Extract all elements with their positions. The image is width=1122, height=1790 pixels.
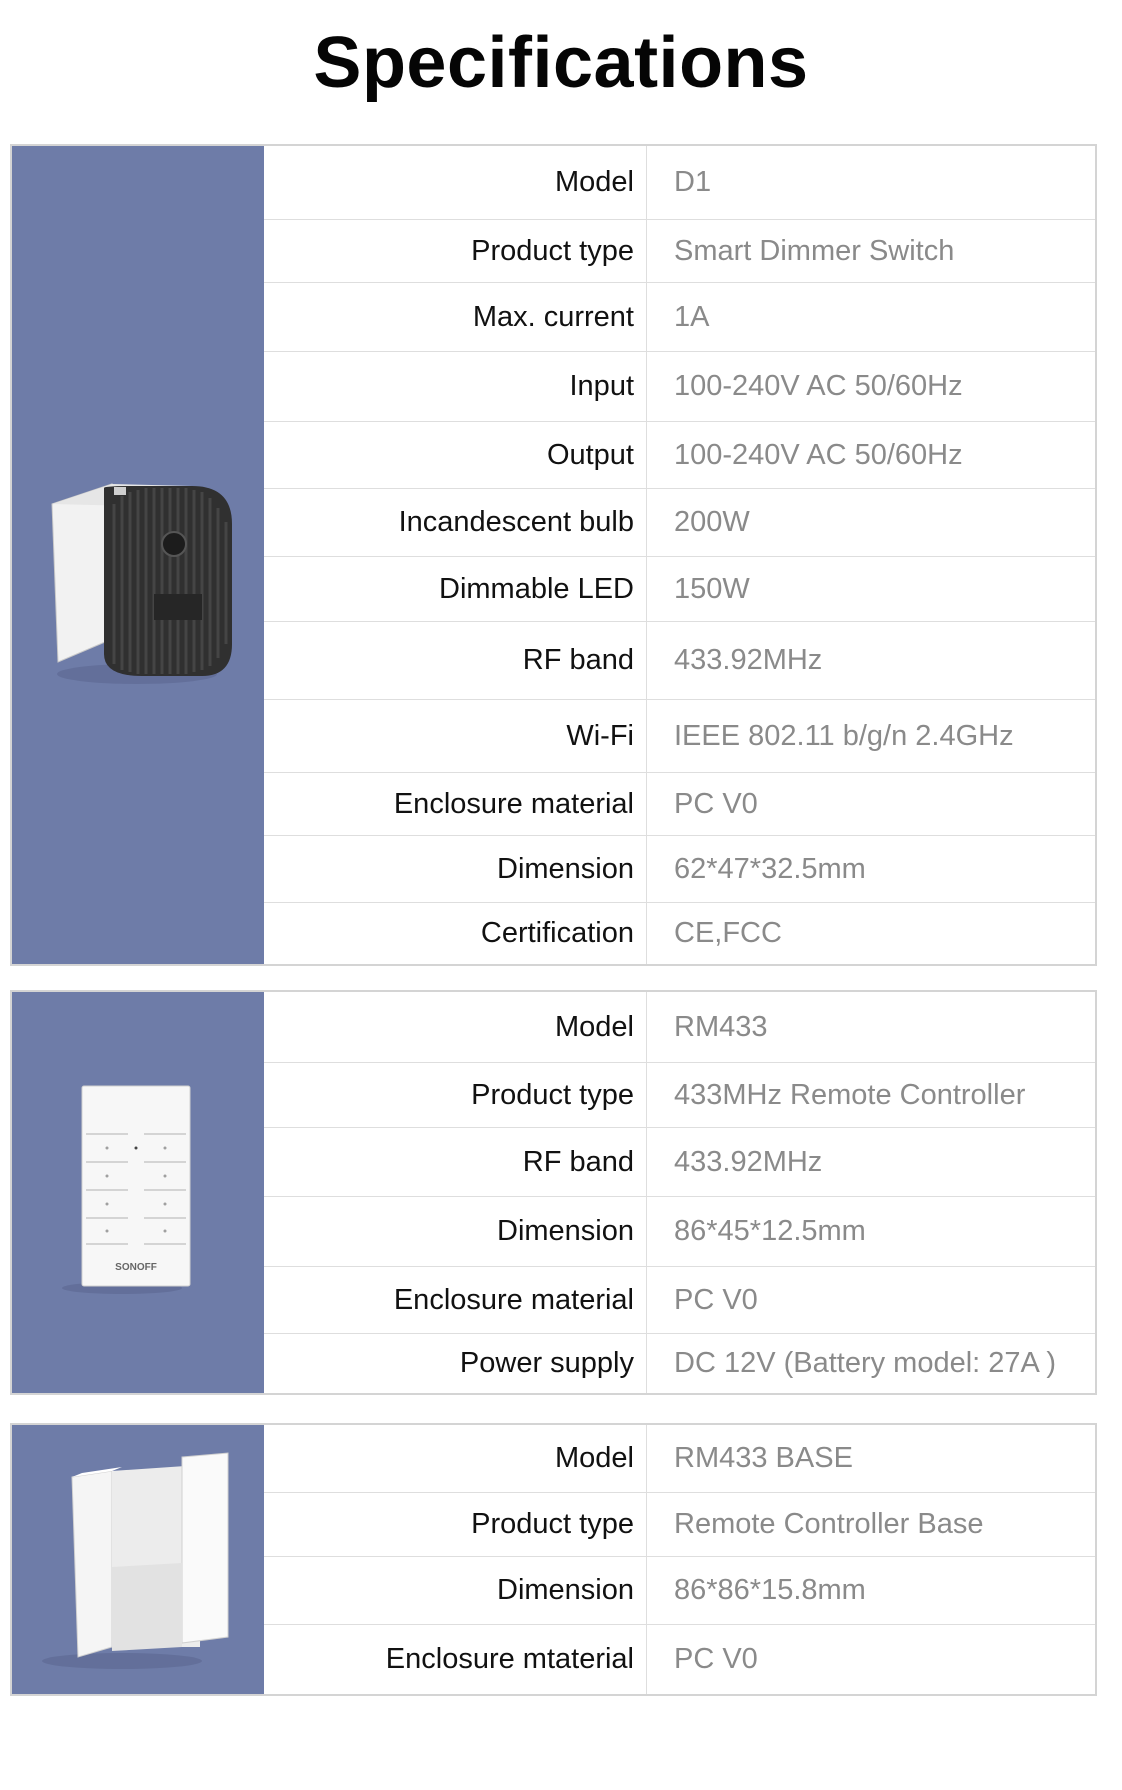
spec-value: CE,FCC bbox=[674, 917, 782, 949]
spec-label: RF band bbox=[522, 644, 634, 676]
spec-label: Model bbox=[555, 1442, 634, 1474]
spec-label: Dimmable LED bbox=[439, 572, 634, 605]
spec-label: Enclosure material bbox=[393, 787, 634, 820]
spec-value: PC V0 bbox=[674, 787, 758, 820]
spec-card-d1 bbox=[10, 144, 1097, 966]
spec-label: Power supply bbox=[459, 1347, 634, 1379]
spec-value: 62*47*32.5mm bbox=[674, 852, 866, 885]
spec-card-rm433 bbox=[10, 990, 1097, 1395]
product-image-panel bbox=[12, 1425, 264, 1694]
spec-row bbox=[264, 1493, 1095, 1557]
spec-row bbox=[264, 836, 1095, 903]
page-title: Specifications bbox=[313, 23, 809, 103]
spec-row bbox=[264, 1557, 1095, 1625]
spec-label: Incandescent bulb bbox=[398, 506, 634, 538]
spec-row bbox=[264, 146, 1095, 220]
spec-label: Wi-Fi bbox=[566, 719, 634, 752]
spec-row bbox=[264, 1267, 1095, 1334]
spec-value: D1 bbox=[674, 166, 712, 198]
spec-value: 433MHz Remote Controller bbox=[674, 1078, 1026, 1111]
spec-row bbox=[264, 700, 1095, 773]
spec-label: Dimension bbox=[497, 852, 634, 885]
spec-value: 200W bbox=[674, 506, 750, 538]
spec-value: RM433 bbox=[674, 1010, 768, 1043]
spec-row bbox=[264, 1197, 1095, 1267]
spec-value: PC V0 bbox=[674, 1643, 758, 1675]
spec-row bbox=[264, 1128, 1095, 1197]
spec-row bbox=[264, 992, 1095, 1063]
spec-label: Output bbox=[546, 438, 634, 471]
spec-value: Remote Controller Base bbox=[674, 1508, 984, 1540]
spec-value: 433.92MHz bbox=[674, 644, 823, 676]
spec-value: 86*45*12.5mm bbox=[674, 1215, 866, 1247]
spec-row bbox=[264, 773, 1095, 836]
spec-value: PC V0 bbox=[674, 1283, 758, 1316]
spec-row bbox=[264, 220, 1095, 283]
spec-label: RF band bbox=[522, 1145, 634, 1178]
spec-label: Product type bbox=[471, 1078, 634, 1111]
spec-value: 150W bbox=[674, 572, 750, 605]
spec-label: Product type bbox=[471, 1508, 634, 1540]
spec-value: 100-240V AC 50/60Hz bbox=[674, 438, 963, 471]
remote-brand-mark: SONOFF bbox=[115, 1262, 157, 1273]
spec-label: Max. current bbox=[472, 300, 634, 333]
remote-base-icon bbox=[32, 1447, 242, 1677]
remote-controller-icon bbox=[52, 1080, 202, 1300]
spec-value: 433.92MHz bbox=[674, 1145, 823, 1178]
spec-label: Product type bbox=[471, 234, 634, 267]
spec-value: 100-240V AC 50/60Hz bbox=[674, 370, 963, 402]
spec-label: Certification bbox=[480, 917, 634, 949]
spec-row bbox=[264, 1334, 1095, 1393]
product-image-panel bbox=[12, 146, 264, 964]
spec-label: Model bbox=[555, 166, 634, 198]
spec-row bbox=[264, 489, 1095, 557]
spec-row bbox=[264, 557, 1095, 622]
spec-label: Input bbox=[569, 370, 634, 402]
spec-row bbox=[264, 422, 1095, 489]
spec-label: Enclosure material bbox=[393, 1283, 634, 1316]
spec-value: 86*86*15.8mm bbox=[674, 1574, 866, 1606]
product-image-panel bbox=[12, 992, 264, 1393]
spec-row bbox=[264, 903, 1095, 964]
spec-label: Dimension bbox=[497, 1215, 634, 1247]
dimmer-switch-icon bbox=[42, 464, 232, 694]
spec-row bbox=[264, 1063, 1095, 1128]
spec-value: RM433 BASE bbox=[674, 1442, 853, 1474]
spec-row bbox=[264, 622, 1095, 700]
spec-label: Dimension bbox=[497, 1574, 634, 1606]
spec-value: IEEE 802.11 b/g/n 2.4GHz bbox=[674, 719, 1014, 752]
spec-value: DC 12V (Battery model: 27A ) bbox=[674, 1347, 1056, 1379]
spec-card-rm433-base bbox=[10, 1423, 1097, 1696]
spec-value: Smart Dimmer Switch bbox=[674, 234, 955, 267]
spec-label: Enclosure mtaterial bbox=[385, 1643, 634, 1675]
spec-value: 1A bbox=[674, 300, 710, 333]
spec-label: Model bbox=[555, 1010, 634, 1043]
spec-row bbox=[264, 283, 1095, 352]
spec-row bbox=[264, 1625, 1095, 1694]
spec-row bbox=[264, 352, 1095, 422]
spec-row bbox=[264, 1425, 1095, 1493]
